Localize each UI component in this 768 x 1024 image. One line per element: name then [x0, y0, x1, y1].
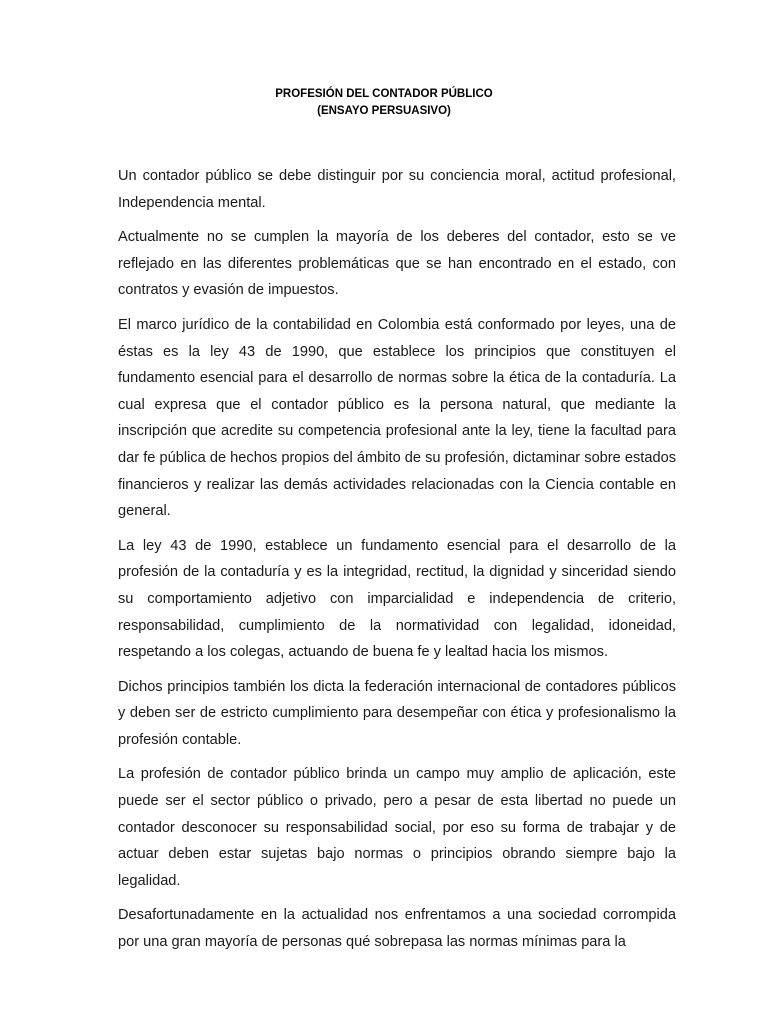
paragraph-1: Un contador público se debe distinguir por su conciencia moral, actitud profesional, Independencia mental.	[118, 168, 676, 211]
paragraph-3: El marco jurídico de la contabilidad en Colombia está conformado por leyes, una de éstas es la ley 43 de 1990, que establece los principios que constituyen el fundamento esencial para el desarrollo de normas sobre la ética de la contaduría. La cual expresa que el contador público es la persona natural, que mediante la inscripción que acredite su competencia profesional ante la ley, tiene la facultad para dar fe pública de hechos propios del ámbito de su profesión, dictaminar sobre estados financieros y realizar las demás actividades relacionadas con la Ciencia contable en general.	[118, 316, 676, 520]
paragraph-7: Desafortunadamente en la actualidad nos enfrentamos a una sociedad corrompida por una gran mayoría de personas qué sobrepasa las normas mínimas para la	[118, 907, 676, 951]
document-title: PROFESIÓN DEL CONTADOR PÚBLICO	[275, 88, 493, 100]
paragraph-4: La ley 43 de 1990, establece un fundamento esencial para el desarrollo de la profesión de la contaduría y es la integridad, rectitud, la dignidad y sinceridad siendo su comportamiento adjetivo con imparcialidad e independencia de criterio, responsabilidad, cumplimiento de la normatividad con legalidad, idoneidad, respetando a los colegas, actuando de buena fe y lealtad hacia los mismos.	[118, 537, 676, 661]
paragraph-6: La profesión de contador público brinda un campo muy amplio de aplicación, este puede ser el sector público o privado, pero a pesar de esta libertad no puede un contador desconocer su responsabilidad social, por eso su forma de trabajar y de actuar deben estar sujetas bajo normas o principios obrando siempre bajo la legalidad.	[118, 766, 676, 889]
document-subtitle: (ENSAYO PERSUASIVO)	[317, 105, 451, 117]
document-body	[118, 163, 676, 964]
paragraph-2: Actualmente no se cumplen la mayoría de los deberes del contador, esto se ve reflejado en las diferentes problemáticas que se han encontrado en el estado, con contratos y evasión de impuestos.	[118, 229, 676, 299]
title-block	[0, 86, 768, 120]
paragraph-5: Dichos principios también los dicta la federación internacional de contadores públicos y deben ser de estricto cumplimiento para desempeñar con ética y profesionalismo la profesión contable.	[118, 678, 676, 748]
